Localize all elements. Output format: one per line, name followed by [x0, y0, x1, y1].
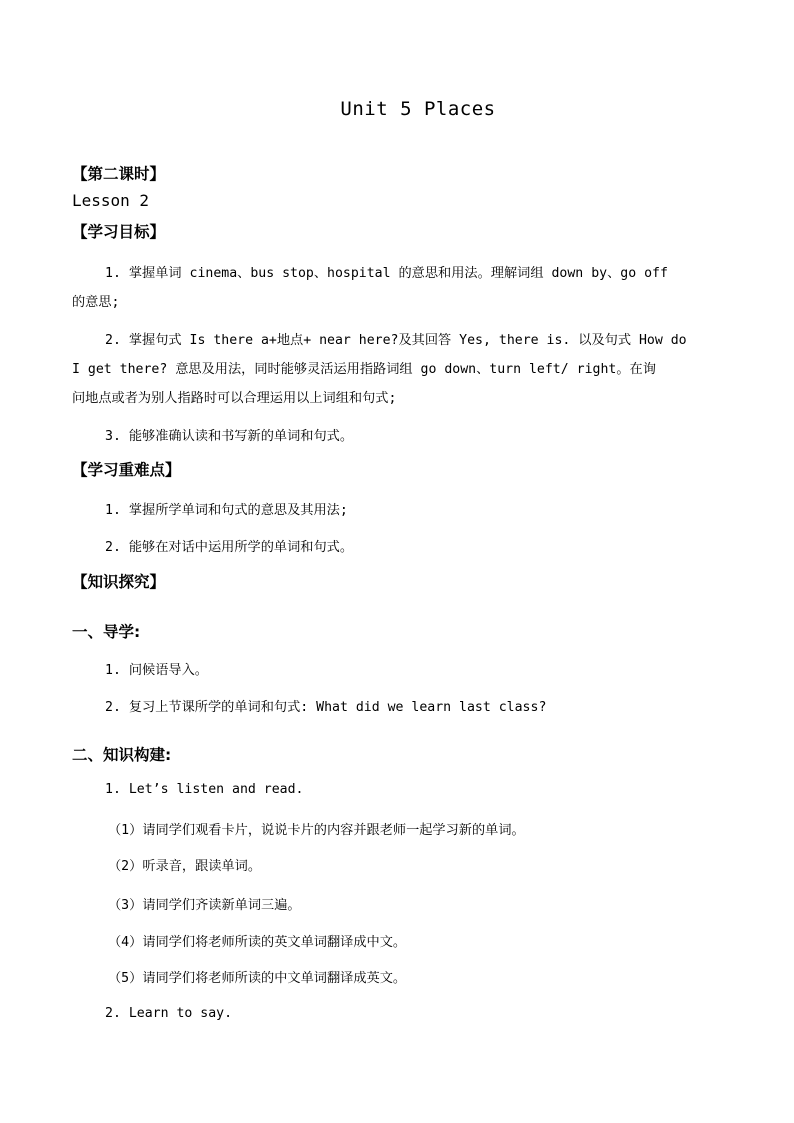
key-points-heading: 【学习重难点】 [72, 461, 181, 479]
exploration-heading: 【知识探究】 [72, 573, 166, 591]
objective-2-line-1: 2. 掌握句式 Is there a+地点+ near here?及其回答 Yes, there is. 以及句式 How do [105, 333, 687, 348]
section-period-heading: 【第二课时】 [72, 165, 166, 183]
objectives-heading: 【学习目标】 [72, 223, 166, 241]
construction-item-2: 2. Learn to say. [105, 1006, 233, 1021]
construction-sub-3: （3）请同学们齐读新单词三遍。 [108, 898, 301, 913]
construction-sub-2: （2）听录音，跟读单词。 [108, 859, 262, 874]
construction-sub-5: （5）请同学们将老师所读的中文单词翻译成英文。 [108, 971, 407, 986]
guide-heading: 一、导学: [72, 623, 141, 641]
key-point-2: 2. 能够在对话中运用所学的单词和句式。 [105, 540, 354, 555]
document-title: Unit 5 Places [340, 98, 496, 120]
construction-item-1: 1. Let’s listen and read. [105, 782, 304, 797]
construction-sub-1: （1）请同学们观看卡片，说说卡片的内容并跟老师一起学习新的单词。 [108, 823, 525, 838]
construction-heading: 二、知识构建: [72, 746, 172, 764]
guide-item-1: 1. 问候语导入。 [105, 663, 208, 678]
construction-sub-4: （4）请同学们将老师所读的英文单词翻译成中文。 [108, 935, 407, 950]
objective-1-line-1: 1. 掌握单词 cinema、bus stop、hospital 的意思和用法。理解词组 down by、go off [105, 266, 668, 281]
lesson-label: Lesson 2 [72, 191, 150, 210]
objective-2-line-2: I get there? 意思及用法，同时能够灵活运用指路词组 go down、turn left/ right。在询 [72, 362, 656, 377]
key-point-1: 1. 掌握所学单词和句式的意思及其用法; [105, 503, 348, 518]
objective-1-line-2: 的意思; [72, 295, 120, 310]
objective-2-line-3: 问地点或者为别人指路时可以合理运用以上词组和句式; [72, 391, 397, 406]
objective-3: 3. 能够准确认读和书写新的单词和句式。 [105, 429, 354, 444]
guide-item-2: 2. 复习上节课所学的单词和句式: What did we learn last class? [105, 700, 547, 715]
